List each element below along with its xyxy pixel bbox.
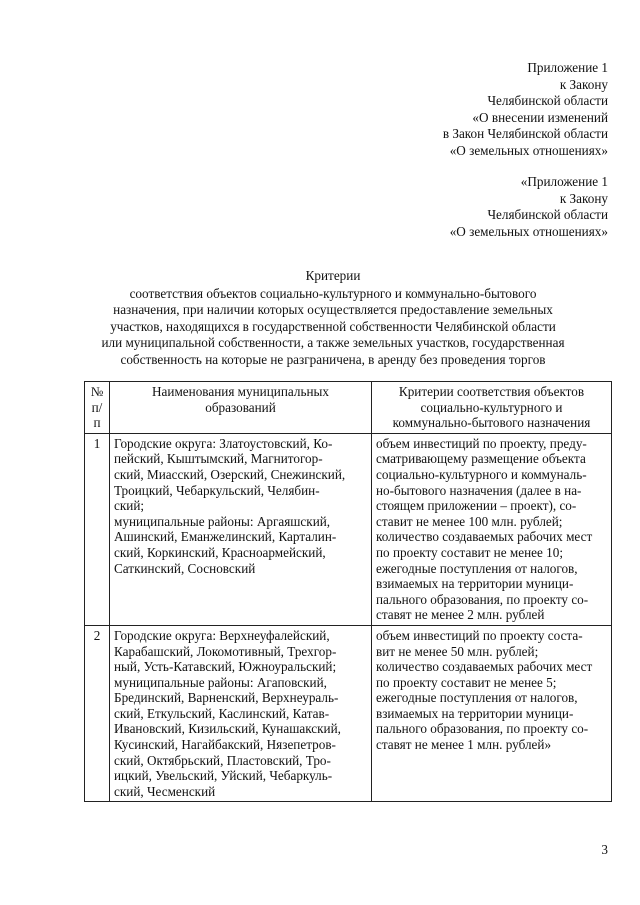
appendix-sub-line: «Приложение 1 (520, 174, 608, 189)
row-criteria: объем инвестиций по проекту, преду- сматривающему размещение объекта социально-культурного и коммуналь- но-бытового назначения (далее в на- стоящем приложении – проект), со- ставит не менее 100 млн. рублей; количество создаваемых рабочих мест по проекту составит не менее 10; ежегодные поступления от налогов, взимаемых на территории муници- пального образования, по проекту со- ставят не менее 2 млн. рублей (372, 433, 612, 625)
subtitle-line: соответствия объектов социально-культурного и коммунально-бытового (129, 285, 537, 301)
row-municipalities: Городские округа: Верхнеуфалейский, Карабашский, Локомотивный, Трехгор- ный, Усть-Катавский, Южноуральский; муниципальные районы: Агаповский, Брединский, Варненский, Верхнеураль- ский, Еткульский, Каслинский, Катав- Ивановский, Кизильский, Кунашакский, Кусинский, Нагайбакский, Нязепетров- ский, Октябрьский, Пластовский, Тро- ицкий, Увельский, Уйский, Чебаркуль- ский, Чесменский (110, 625, 372, 802)
header-criteria: Критерии соответствия объектов социально-культурного и коммунально-бытового назначения (372, 382, 612, 434)
appendix-sub-line: Челябинской области (487, 207, 608, 223)
row-criteria: объем инвестиций по проекту соста- вит не менее 50 млн. рублей; количество создаваемых рабочих мест по проекту составит не менее 5; ежегодные поступления от налогов, взимаемых на территории муници- пального образования, по проекту со- ставят не менее 1 млн. рублей» (372, 625, 612, 802)
appendix-header-line: к Закону (559, 76, 608, 92)
appendix-header-line: «О земельных отношениях» (449, 142, 608, 158)
subtitle-line: назначения, при наличии которых осуществляется предоставление земельных (113, 302, 553, 318)
header-number: № п/п (85, 382, 110, 434)
page-number: 3 (601, 842, 608, 857)
appendix-header-line: в Закон Челябинской области (442, 126, 608, 142)
table-header-row (85, 382, 612, 434)
table-row (85, 433, 612, 625)
row-number: 1 (85, 433, 110, 625)
document-title: Критерии (305, 268, 361, 283)
appendix-sub-line: «О земельных отношениях» (449, 223, 608, 239)
document-title-block (88, 268, 578, 369)
appendix-header-line: «О внесении изменений (472, 109, 608, 125)
header-municipalities: Наименования муниципальных образований (110, 382, 372, 434)
row-municipalities: Городские округа: Златоустовский, Ко- пейский, Кыштымский, Магнитогор- ский, Миасский, Озерский, Снежинский, Троицкий, Чебаркульский, Челябин- ский; муниципальные районы: Аргаяшский, Ашинский, Еманжелинский, Карталин- ский, Коркинский, Красноармейский, Саткинский, Сосновский (110, 433, 372, 625)
table-row (85, 625, 612, 802)
subtitle-line: собственность на которые не разграничена, в аренду без проведения торгов (120, 351, 546, 367)
appendix-sub-line: к Закону (559, 190, 608, 206)
appendix-header (443, 60, 608, 160)
subtitle-line: или муниципальной собственности, а также земельных участков, государственная (101, 335, 565, 351)
appendix-header-line: Челябинской области (487, 93, 608, 109)
appendix-sub-header (450, 174, 608, 240)
appendix-header-line: Приложение 1 (527, 60, 608, 75)
subtitle-line: участков, находящихся в государственной собственности Челябинской области (110, 318, 556, 334)
row-number: 2 (85, 625, 110, 802)
criteria-table (84, 381, 612, 802)
